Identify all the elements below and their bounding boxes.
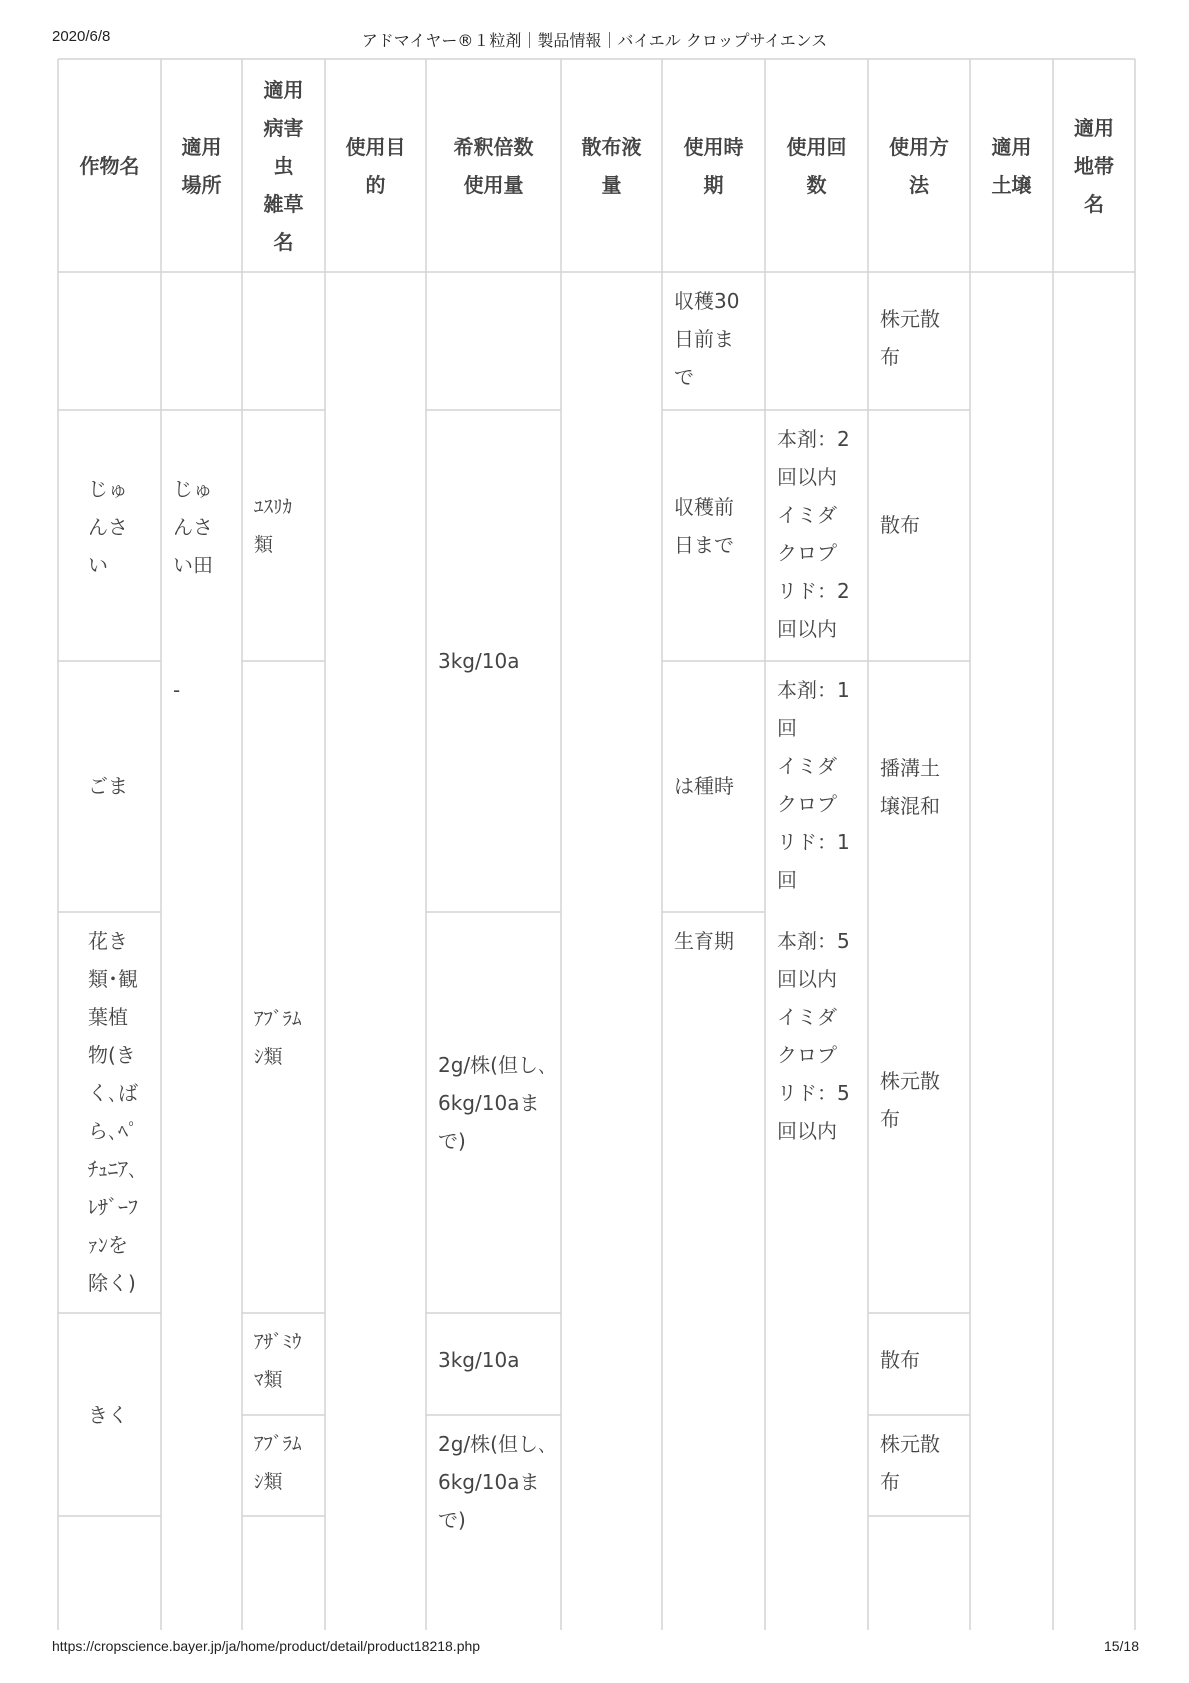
cell-line: く､ば: [88, 1081, 138, 1105]
cell-line: 壌混和: [880, 794, 940, 818]
column-header-10-text: [1074, 109, 1114, 223]
cell-line: イミダ: [777, 1005, 837, 1029]
cell-pest-text: [254, 1000, 325, 1076]
cell-line: 名: [1084, 191, 1104, 216]
cell-method-text: [880, 1341, 970, 1379]
cell-place-text: [173, 671, 242, 709]
cell-method-text: [880, 1425, 970, 1501]
cell-pest: [242, 661, 325, 1415]
cell-count: [765, 912, 868, 1313]
cell-line: で): [438, 1129, 466, 1153]
cell-line: 雑草: [263, 191, 304, 216]
cell-line: 花き: [88, 929, 128, 953]
cell-crop-text: [88, 767, 161, 805]
column-header-8: [868, 59, 970, 272]
cell-line: 6kg/10aま: [438, 1091, 540, 1115]
cell-line: ﾕｽﾘｶ: [254, 496, 293, 518]
cell-line: 生育期: [674, 929, 734, 953]
cell-line: 回: [777, 716, 797, 740]
cell-line: 本剤：1: [777, 678, 850, 702]
cell-line: 3kg/10a: [438, 649, 520, 673]
column-header-3-text: [346, 128, 406, 204]
cell-timing: [662, 661, 765, 912]
cell-crop: [58, 661, 161, 912]
cell-line: クロプ: [777, 792, 837, 816]
cell-line: 株元散: [880, 1432, 940, 1456]
cell-line: 適用: [1074, 115, 1114, 140]
column-header-9-text: [992, 128, 1032, 204]
cell-line: い: [88, 553, 108, 577]
cell-line: で: [674, 365, 694, 389]
cell-timing: [662, 272, 765, 410]
cell-pest: [242, 1415, 325, 1516]
cell-line: 回: [777, 868, 797, 892]
cell-line: 日まで: [674, 533, 734, 557]
cell-line: -: [173, 678, 181, 702]
page-title: アドマイヤー®１粒剤｜製品情報｜バイエル クロップサイエンス: [361, 31, 828, 50]
cell-crop: [58, 1313, 161, 1516]
cell-line: 使用目: [345, 134, 406, 159]
cell-line: 本剤：5: [777, 929, 850, 953]
cell-method-text: [880, 1062, 970, 1138]
cell-line: 回以内: [777, 465, 837, 489]
cell-line: きく: [88, 1402, 128, 1427]
cell-line: 適用: [181, 134, 222, 159]
column-header-10: [1053, 59, 1135, 272]
cell-line: 量: [601, 172, 622, 197]
cell-crop-text: [88, 922, 161, 1302]
cell-pest-text: [254, 488, 325, 564]
cell-timing-text: [674, 488, 765, 564]
cell-line: 2g/株(但し､: [438, 1053, 548, 1077]
cell-line: イミダ: [777, 503, 837, 527]
cell-line: 葉植: [88, 1005, 128, 1029]
column-header-4-text: [454, 128, 534, 204]
cell-line: 回以内: [777, 1119, 837, 1143]
cell-line: 作物名: [79, 153, 140, 178]
cell-line: 6kg/10aま: [438, 1470, 540, 1494]
cell-line: ｱﾌﾞﾗﾑ: [254, 1433, 302, 1455]
cell-dose: [426, 912, 561, 1313]
cell-line: 地帯: [1074, 153, 1114, 178]
column-header-8-text: [889, 128, 949, 204]
column-header-0-text: [80, 147, 140, 185]
cell-line: ﾚｻﾞｰﾌ: [88, 1195, 138, 1219]
column-header-5-text: [582, 128, 642, 204]
cell-dose: [426, 1313, 561, 1415]
cell-line: 物(き: [88, 1043, 136, 1067]
cell-line: 使用方: [889, 134, 949, 159]
cell-dose: [426, 410, 561, 912]
cell-dose: [426, 1415, 561, 1630]
cell-line: 布: [880, 345, 900, 369]
cell-method: [868, 410, 970, 661]
cell-line: リド：2: [777, 579, 850, 603]
cell-line: 除く): [88, 1271, 136, 1295]
cell-crop: [58, 912, 161, 1313]
cell-timing: [662, 410, 765, 661]
cell-line: 的: [365, 172, 386, 197]
cell-line: じゅ: [173, 477, 213, 501]
cell-dose-text: [438, 1046, 561, 1160]
cell-line: 使用回: [786, 134, 847, 159]
cell-method: [868, 272, 970, 410]
cell-line: 病害: [263, 115, 304, 140]
cell-line: 使用時: [683, 134, 744, 159]
column-header-6: [662, 59, 765, 272]
cell-line: ｼ類: [254, 1471, 283, 1493]
cell-line: 法: [909, 172, 929, 197]
cell-line: 期: [703, 172, 724, 197]
cell-dose-text: [438, 1425, 561, 1539]
cell-pest-text: [254, 1323, 325, 1399]
cell-line: 場所: [181, 172, 222, 197]
cell-line: クロプ: [777, 541, 837, 565]
cell-method-text: [880, 300, 970, 376]
cell-line: ら､ﾍﾟ: [88, 1119, 138, 1143]
cell-line: ｧﾝを: [88, 1233, 128, 1257]
cell-line: 布: [880, 1107, 900, 1131]
cell-line: ﾏ類: [254, 1369, 283, 1391]
cell-line: 散布液: [581, 134, 642, 159]
cell-line: リド：5: [777, 1081, 850, 1105]
cell-line: 散布: [880, 1348, 920, 1372]
cell-line: んさ: [173, 515, 213, 539]
cell-line: 本剤：2: [777, 427, 850, 451]
column-header-9: [970, 59, 1053, 272]
column-header-2-text: [264, 71, 304, 261]
cell-place: [161, 410, 242, 661]
cell-crop: [58, 410, 161, 661]
cell-pest-text: [254, 1425, 325, 1501]
cell-line: は種時: [674, 774, 734, 798]
column-header-7: [765, 59, 868, 272]
column-header-6-text: [684, 128, 744, 204]
cell-pest: [242, 1313, 325, 1415]
cell-method: [868, 661, 970, 912]
cell-method: [868, 1313, 970, 1415]
column-header-4: [426, 59, 561, 272]
print-date: 2020/6/8: [52, 28, 111, 45]
cell-line: んさ: [88, 515, 128, 539]
cell-line: ｱｻﾞﾐｳ: [254, 1331, 302, 1353]
cell-line: 布: [880, 1470, 900, 1494]
cell-line: イミダ: [777, 754, 837, 778]
cell-line: 希釈倍数: [453, 134, 534, 159]
cell-place: [161, 661, 242, 912]
cell-count-text: [777, 420, 868, 648]
column-header-3: [325, 59, 426, 272]
column-header-1: [161, 59, 242, 272]
cell-line: ﾁｭﾆｱ､: [88, 1157, 138, 1181]
cell-timing-text: [674, 767, 765, 805]
page-number: 15/18: [1103, 1638, 1139, 1654]
cell-line: 収穫前: [674, 495, 734, 519]
cell-line: ごま: [88, 774, 128, 798]
cell-line: 回以内: [777, 967, 837, 991]
cell-pest: [242, 410, 325, 661]
cell-count-text: [777, 671, 868, 899]
cell-line: で): [438, 1508, 466, 1532]
cell-line: ｱﾌﾞﾗﾑ: [254, 1008, 302, 1030]
column-header-1-text: [182, 128, 222, 204]
cell-method-text: [880, 749, 970, 825]
cell-line: 類･観: [88, 967, 138, 991]
cell-timing-text: [674, 922, 765, 960]
cell-timing-text: [674, 282, 765, 396]
cell-count: [765, 661, 868, 912]
column-header-5: [561, 59, 662, 272]
cell-line: 虫: [273, 153, 294, 178]
cell-line: 散布: [880, 513, 920, 537]
cell-line: 使用量: [463, 172, 524, 197]
cell-line: 収穫30: [674, 289, 740, 313]
page-url: https://cropscience.bayer.jp/ja/home/product/detail/product18218.php: [52, 1638, 481, 1654]
cell-line: 土壌: [991, 172, 1032, 197]
cell-line: 類: [254, 534, 274, 556]
cell-line: 播溝土: [880, 756, 940, 780]
cell-timing: [662, 912, 765, 1313]
column-header-2: [242, 59, 325, 272]
column-header-7-text: [787, 128, 847, 204]
cell-line: 適用: [263, 77, 304, 102]
cell-crop-text: [88, 470, 161, 584]
cell-dose-text: [438, 642, 561, 680]
cell-line: じゅ: [88, 477, 128, 501]
cell-line: 株元散: [880, 307, 940, 331]
cell-line: 株元散: [880, 1069, 940, 1093]
cell-line: 数: [806, 172, 827, 197]
cell-line: い田: [173, 553, 213, 577]
cell-line: 3kg/10a: [438, 1348, 520, 1372]
cell-crop-text: [88, 1396, 161, 1434]
cell-method: [868, 912, 970, 1313]
column-header-0: [58, 59, 161, 272]
cell-line: クロプ: [777, 1043, 837, 1067]
cell-line: ｼ類: [254, 1046, 283, 1068]
cell-line: 日前ま: [674, 327, 734, 351]
cell-dose-text: [438, 1341, 561, 1379]
cell-line: 名: [273, 229, 294, 254]
cell-line: リド：1: [777, 830, 850, 854]
cell-line: 適用: [991, 134, 1032, 159]
cell-place-text: [173, 470, 242, 584]
cell-count: [765, 410, 868, 661]
cell-line: 2g/株(但し､: [438, 1432, 548, 1456]
cell-method: [868, 1415, 970, 1516]
cell-line: 回以内: [777, 617, 837, 641]
cell-method-text: [880, 506, 970, 544]
cell-count-text: [777, 922, 868, 1150]
